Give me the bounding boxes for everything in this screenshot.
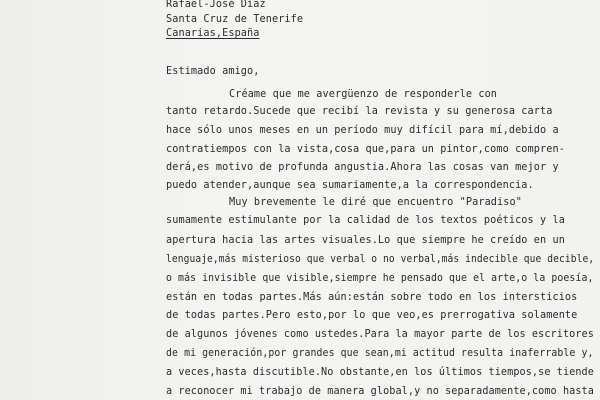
- paragraph-2-line: de todas partes.Pero esto,por lo que veo,es prerrogativa solamente: [166, 310, 578, 321]
- address-region: Canarias,España: [166, 28, 260, 39]
- paragraph-1-line: tanto retardo.Sucede que recibí la revista y su generosa carta: [166, 106, 553, 117]
- paragraph-2-line: lenguaje,más misterioso que verbal o no verbal,más indecible que decible,: [166, 254, 595, 265]
- paragraph-1-line: hace sólo unos meses en un período muy difícil para mí,debido a: [166, 125, 559, 136]
- paragraph-2-line: de mi generación,por grandes que sean,mi actitud resulta inaferrable y,: [166, 348, 594, 359]
- paragraph-1-line: derá,es motivo de profunda angustia.Ahora las cosas van mejor y: [166, 162, 559, 173]
- address-city: Santa Cruz de Tenerife: [166, 14, 304, 25]
- paragraph-2-line: sumamente estimulante por la calidad de los textos poéticos y la: [166, 215, 565, 226]
- paragraph-2-line: a reconocer mi trabajo de manera global,y no separadamente,como hasta: [166, 386, 594, 397]
- address-name: Rafael-José Díaz: [166, 0, 266, 10]
- paragraph-1-line: Créame que me avergüenzo de responderle con: [229, 89, 498, 100]
- paragraph-1-line: puedo atender,aunque sea sumariamente,a la correspondencia.: [166, 180, 534, 191]
- paragraph-2-line: Muy brevemente le diré que encuentro "Paradiso": [229, 197, 522, 208]
- salutation: Estimado amigo,: [166, 66, 260, 77]
- paragraph-2-line: apertura hacia las artes visuales.Lo que siempre he creído en un: [166, 235, 565, 246]
- paragraph-2-line: de algunos jóvenes como ustedes.Para la mayor parte de los escritores: [166, 329, 594, 340]
- paragraph-2-line: a veces,hasta discutible.No obstante,en los últimos tiempos,se tiende: [166, 367, 594, 378]
- paragraph-2-line: están en todas partes.Más aún:están sobre todo en los intersticios: [166, 292, 578, 303]
- paragraph-2-line: o más invisible que visible,siempre he pensado que el arte,o la poesía,: [166, 273, 594, 284]
- paragraph-1-line: contratiempos con la vista,cosa que,para un pintor,como compren-: [166, 144, 565, 155]
